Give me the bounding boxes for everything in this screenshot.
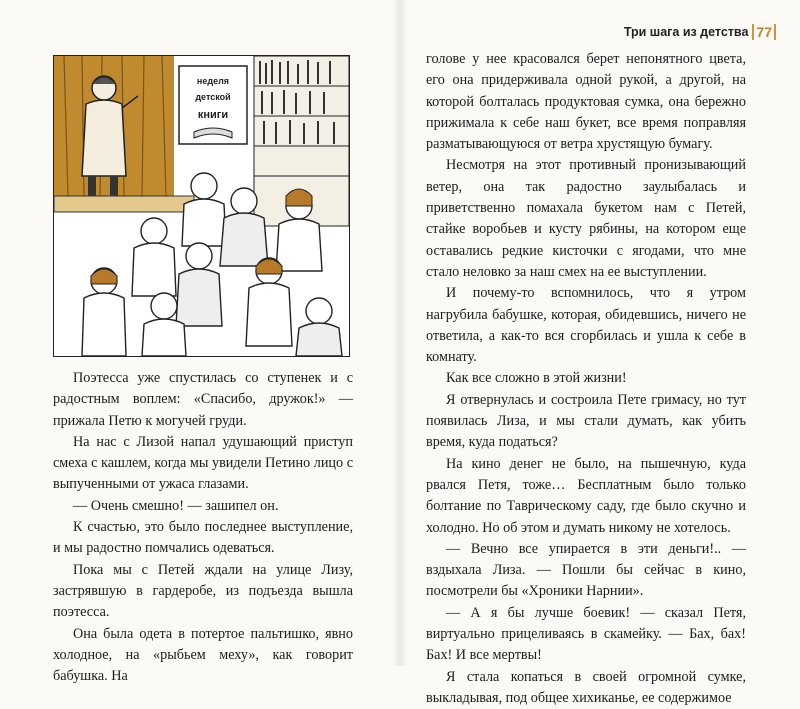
paragraph: На кино денег не было, на пышечную, куда рвался Петя, тоже… Бесплатным было только болтание по Таврическому саду, где было скучно и холодно. Но об этом и думать никому не хотелось.: [426, 455, 746, 536]
left-page: [0, 0, 400, 685]
paragraph: На нас с Лизой напал удушающий приступ смеха с кашлем, когда мы увидели Петино лицо с выпученными от ужаса глазами.: [53, 433, 353, 493]
paragraph: — А я бы лучше боевик! — сказал Петя, виртуально прицеливаясь в скамейку. — Бах, бах! Бах! И все мертвы!: [426, 604, 746, 664]
paragraph: Как все сложно в этой жизни!: [446, 370, 627, 387]
paragraph: Пока мы с Петей ждали на улице Лизу, застрявшую в гардеробе, из подъезда вышла поэтесса.: [53, 561, 353, 621]
paragraph: И почему-то вспомнилось, что я утром нагрубила бабушке, которая, обидевшись, ничего не ответила, а как-то вся сгорбилась и ушла к себе в комнату.: [426, 285, 746, 366]
paragraph-continued: голове у нее красовался берет непонятного цвета, его она придерживала одной рукой, а другой, на которой болталась продуктовая сумка, она бережно прижимала к себе наш букет, все время поправляя разматывающуюся от ветра хрустящую бумагу.: [426, 51, 746, 153]
paragraph: — Очень смешно! — зашипел он.: [73, 497, 279, 514]
paragraph: К счастью, это было последнее выступление, и мы радостно помчались одеваться.: [53, 519, 353, 557]
running-header: [624, 24, 776, 40]
paragraph: Несмотря на этот противный пронизывающий ветер, она так радостно заулыбалась и приветственно помахала букетом нам с Петей, стайке воробьев и кусту рябины, на котором еще оставались редкие кисточки с ягодами, что мне стало неловко за наш смех на ее выступлении.: [426, 157, 746, 280]
paragraph: Поэтесса уже спустилась со ступенек и с радостным воплем: «Спасибо, дружок!» — прижала Петю к могучей груди.: [53, 370, 353, 429]
left-page-text: [53, 368, 353, 687]
poster-line-3: книги: [197, 109, 229, 121]
poster-line-1: неделя: [196, 76, 230, 86]
chapter-title: Три шага из детства: [623, 25, 749, 39]
paragraph: Я стала копаться в своей огромной сумке, выкладывая, под общее хихиканье, ее содержимое: [426, 668, 746, 706]
paragraph: — Вечно все упирается в эти деньги!.. — вздыхала Лиза. — Пошли бы сейчас в кино, посмотрели бы «Хроники Нарнии».: [426, 540, 746, 600]
right-page-text: [426, 49, 746, 709]
stage: [54, 196, 194, 212]
page-number: 77: [752, 24, 776, 40]
paragraph: Я отвернулась и состроила Пете гримасу, но тут появилась Лиза, и мы стали думать, как убить время, куда податься?: [426, 391, 746, 451]
paragraph: Она была одета в потертое пальтишко, явно холодное, на «рыбьем меху», как говорит бабушка. На: [53, 625, 353, 685]
poster-line-2: детской: [195, 92, 231, 102]
illustration: [53, 55, 350, 357]
illustration-drawing: [54, 56, 349, 356]
